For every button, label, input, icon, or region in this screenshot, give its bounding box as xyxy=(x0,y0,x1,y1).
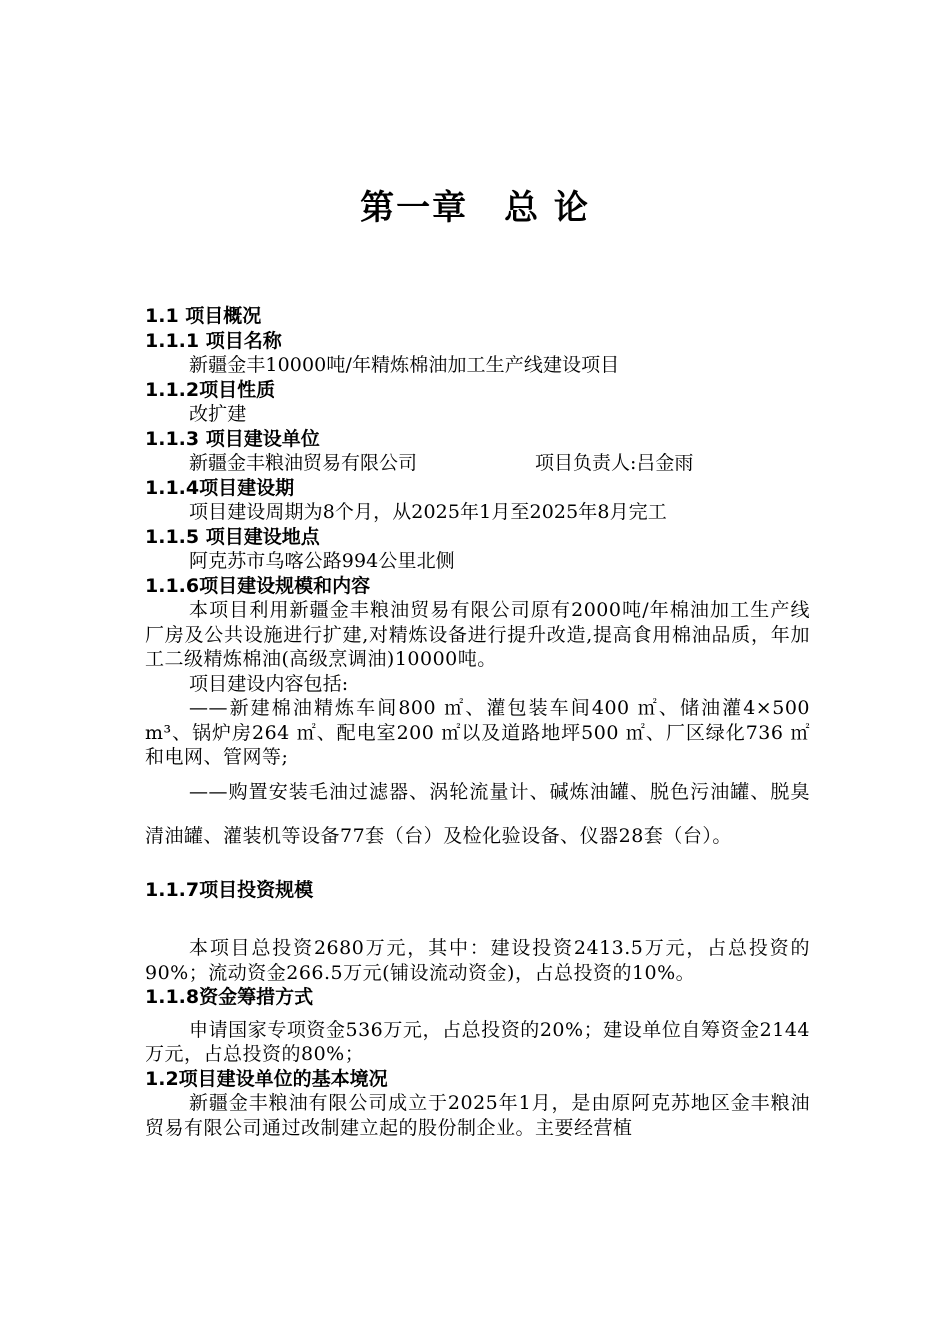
project-leader-text: 项目负责人:吕金雨 xyxy=(535,452,694,474)
project-nature-text: 改扩建 xyxy=(189,403,247,425)
contents-intro-text: 项目建设内容包括: xyxy=(189,672,349,695)
document-body xyxy=(145,304,810,1140)
section-1-1-4-heading: 1.1.4项目建设期 xyxy=(145,476,295,499)
construction-period-text: 项目建设周期为8个月，从2025年1月至2025年8月完工 xyxy=(189,501,667,523)
company-paragraph: 新疆金丰粮油有限公司成立于2025年1月，是由原阿克苏地区金丰粮油贸易有限公司通过改制建立起的股份制企业。主要经营植 xyxy=(145,1092,810,1139)
section-1-2-heading: 1.2项目建设单位的基本境况 xyxy=(145,1067,388,1090)
project-name-text: 新疆金丰10000吨/年精炼棉油加工生产线建设项目 xyxy=(189,354,620,376)
section-1-1-7-heading: 1.1.7项目投资规模 xyxy=(145,878,314,901)
section-1-1-6-heading: 1.1.6项目建设规模和内容 xyxy=(145,574,371,597)
equipment-paragraph: ——购置安装毛油过滤器、涡轮流量计、碱炼油罐、脱色污油罐、脱臭清油罐、灌装机等设备77套（台）及检化验设备、仪器28套（台）。 xyxy=(145,780,810,847)
section-1-1-1-heading: 1.1.1 项目名称 xyxy=(145,329,282,352)
construction-unit-text: 新疆金丰粮油贸易有限公司 xyxy=(189,452,418,474)
section-1-1-5-heading: 1.1.5 项目建设地点 xyxy=(145,525,320,548)
section-1-1-8-heading: 1.1.8资金筹措方式 xyxy=(145,986,314,1008)
funding-paragraph: 申请国家专项资金536万元，占总投资的20%；建设单位自筹资金2144万元，占总投资的80%； xyxy=(145,1018,810,1065)
section-1-1-2-heading: 1.1.2项目性质 xyxy=(145,378,276,401)
new-buildings-paragraph: ——新建棉油精炼车间800 ㎡、灌包装车间400 ㎡、储油灌4×500 m³、锅炉房264 ㎡、配电室200 ㎡以及道路地坪500 ㎡、厂区绿化736 ㎡和电网、管网等; xyxy=(145,697,810,768)
construction-unit-row xyxy=(145,451,810,476)
chapter-title: 第一章 总 论 xyxy=(360,188,590,228)
construction-site-text: 阿克苏市乌喀公路994公里北侧 xyxy=(189,550,455,572)
investment-paragraph: 本项目总投资2680万元，其中：建设投资2413.5万元，占总投资的90%；流动资金266.5万元(铺设流动资金)，占总投资的10%。 xyxy=(145,937,810,984)
section-1-1-3-heading: 1.1.3 项目建设单位 xyxy=(145,427,320,450)
scale-paragraph: 本项目利用新疆金丰粮油贸易有限公司原有2000吨/年棉油加工生产线厂房及公共设施进行扩建,对精炼设备进行提升改造,提高食用棉油品质，年加工二级精炼棉油(高级烹调油)10000吨。 xyxy=(145,599,810,670)
section-1-1-heading: 1.1 项目概况 xyxy=(145,305,262,327)
